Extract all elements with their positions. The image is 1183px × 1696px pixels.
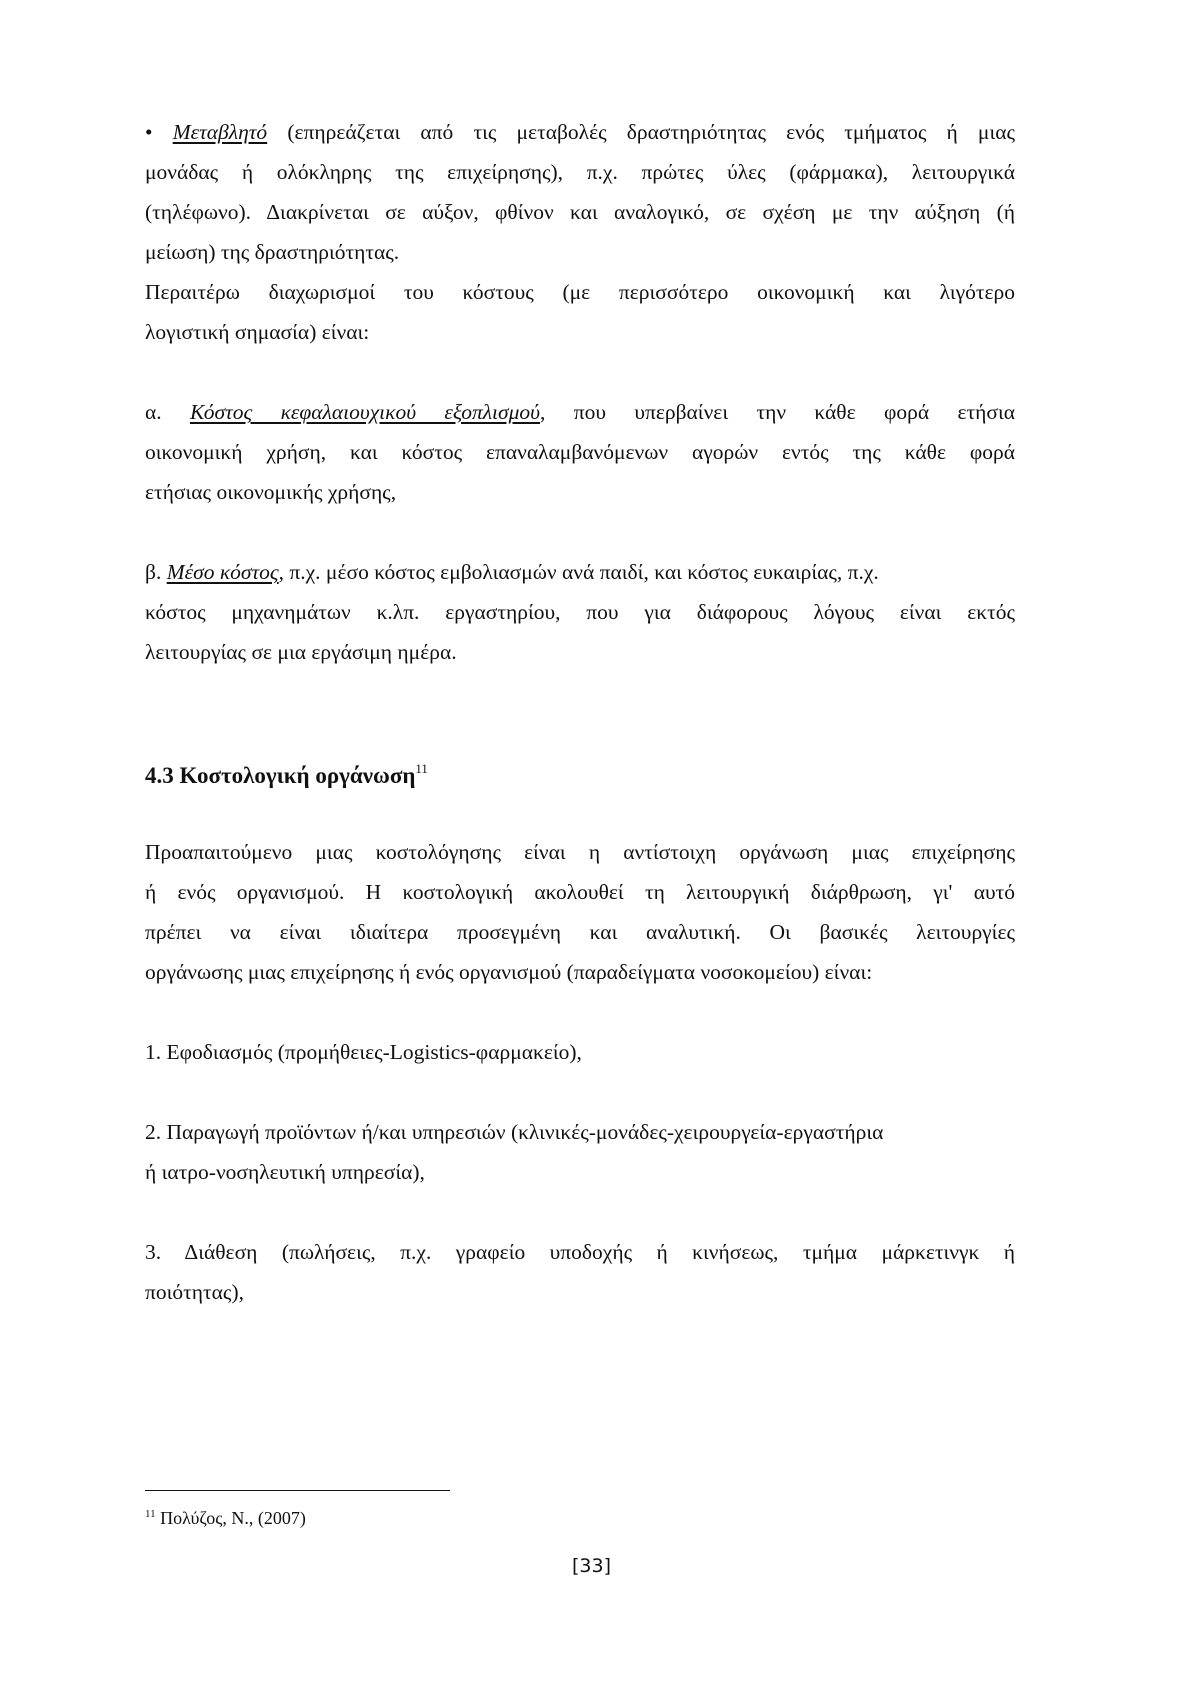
footnote-separator xyxy=(145,1490,450,1491)
variable-line-4: μείωση) της δραστηριότητας. xyxy=(145,240,400,264)
section-footnote-ref: 11 xyxy=(415,761,428,776)
further-line-2: λογιστική σημασία) είναι: xyxy=(145,320,370,344)
variable-line-1 xyxy=(145,117,1015,147)
alpha-term: Κόστος κεφαλαιουχικού εξοπλισμού xyxy=(189,400,541,424)
body-line-1: Προαπαιτούμενο μιας κοστολόγησης είναι η αντίστοιχη οργάνωση μιας επιχείρησης xyxy=(145,840,1015,864)
bullet: • xyxy=(145,120,173,144)
list-item-1: 1. Εφοδιασμός (προμήθειες-Logistics-φαρμακείο), xyxy=(145,1040,582,1064)
body-line-2: ή ενός οργανισμού. Η κοστολογική ακολουθεί τη λειτουργική διάρθρωση, γι' αυτό xyxy=(145,880,1015,904)
further-line-1: Περαιτέρω διαχωρισμοί του κόστους (με περισσότερο οικονομική και λιγότερο xyxy=(145,280,1015,304)
page-number: [33] xyxy=(571,1555,611,1577)
list-item-3-line-2: ποιότητας), xyxy=(145,1280,244,1304)
variable-line-2: μονάδας ή ολόκληρης της επιχείρησης), π.χ. πρώτες ύλες (φάρμακα), λειτουργικά xyxy=(145,160,1015,184)
section-heading xyxy=(145,754,428,791)
alpha-line-1-text: , που υπερβαίνει την κάθε φορά ετήσια xyxy=(540,400,1015,424)
beta-term: Μέσο κόστος xyxy=(166,560,279,584)
list-item-2-line-1: 2. Παραγωγή προϊόντων ή/και υπηρεσιών (κλινικές-μονάδες-χειρουργεία-εργαστήρια xyxy=(145,1120,884,1144)
list-item-2-line-2: ή ιατρο-νοσηλευτική υπηρεσία), xyxy=(145,1160,425,1184)
footnote-number: 11 xyxy=(145,1508,156,1520)
variable-line-3: (τηλέφωνο). Διακρίνεται σε αύξον, φθίνον και αναλογικό, σε σχέση με την αύξηση (ή xyxy=(145,200,1015,224)
variable-term: Μεταβλητό xyxy=(172,120,268,144)
footnote xyxy=(145,1502,306,1530)
body-line-3: πρέπει να είναι ιδιαίτερα προσεγμένη και αναλυτική. Οι βασικές λειτουργίες xyxy=(145,920,1015,944)
footnote-text: Πολύζος, Ν., (2007) xyxy=(160,1508,306,1528)
variable-line-1-text: (επηρεάζεται από τις μεταβολές δραστηριότητας ενός τμήματος ή μιας xyxy=(287,120,1016,144)
alpha-prefix: α. xyxy=(145,400,162,424)
alpha-line-1 xyxy=(145,397,1015,427)
list-item-3-line-1: 3. Διάθεση (πωλήσεις, π.χ. γραφείο υποδοχής ή κινήσεως, τμήμα μάρκετινγκ ή xyxy=(145,1240,1015,1264)
alpha-line-2: οικονομική χρήση, και κόστος επαναλαμβανόμενων αγορών εντός της κάθε φορά xyxy=(145,440,1015,464)
body-line-4: οργάνωσης μιας επιχείρησης ή ενός οργανισμού (παραδείγματα νοσοκομείου) είναι: xyxy=(145,960,873,984)
beta-line-3: λειτουργίας σε μια εργάσιμη ημέρα. xyxy=(145,640,457,664)
beta-line-1-text: , π.χ. μέσο κόστος εμβολιασμών ανά παιδί, και κόστος ευκαιρίας, π.χ. xyxy=(278,560,879,584)
beta-line-2: κόστος μηχανημάτων κ.λπ. εργαστηρίου, που για διάφορους λόγους είναι εκτός xyxy=(145,600,1015,624)
beta-line-1 xyxy=(145,557,1015,587)
section-title: 4.3 Κοστολογική οργάνωση xyxy=(145,763,416,788)
beta-prefix: β. xyxy=(145,560,162,584)
alpha-line-3: ετήσιας οικονομικής χρήσης, xyxy=(145,480,397,504)
